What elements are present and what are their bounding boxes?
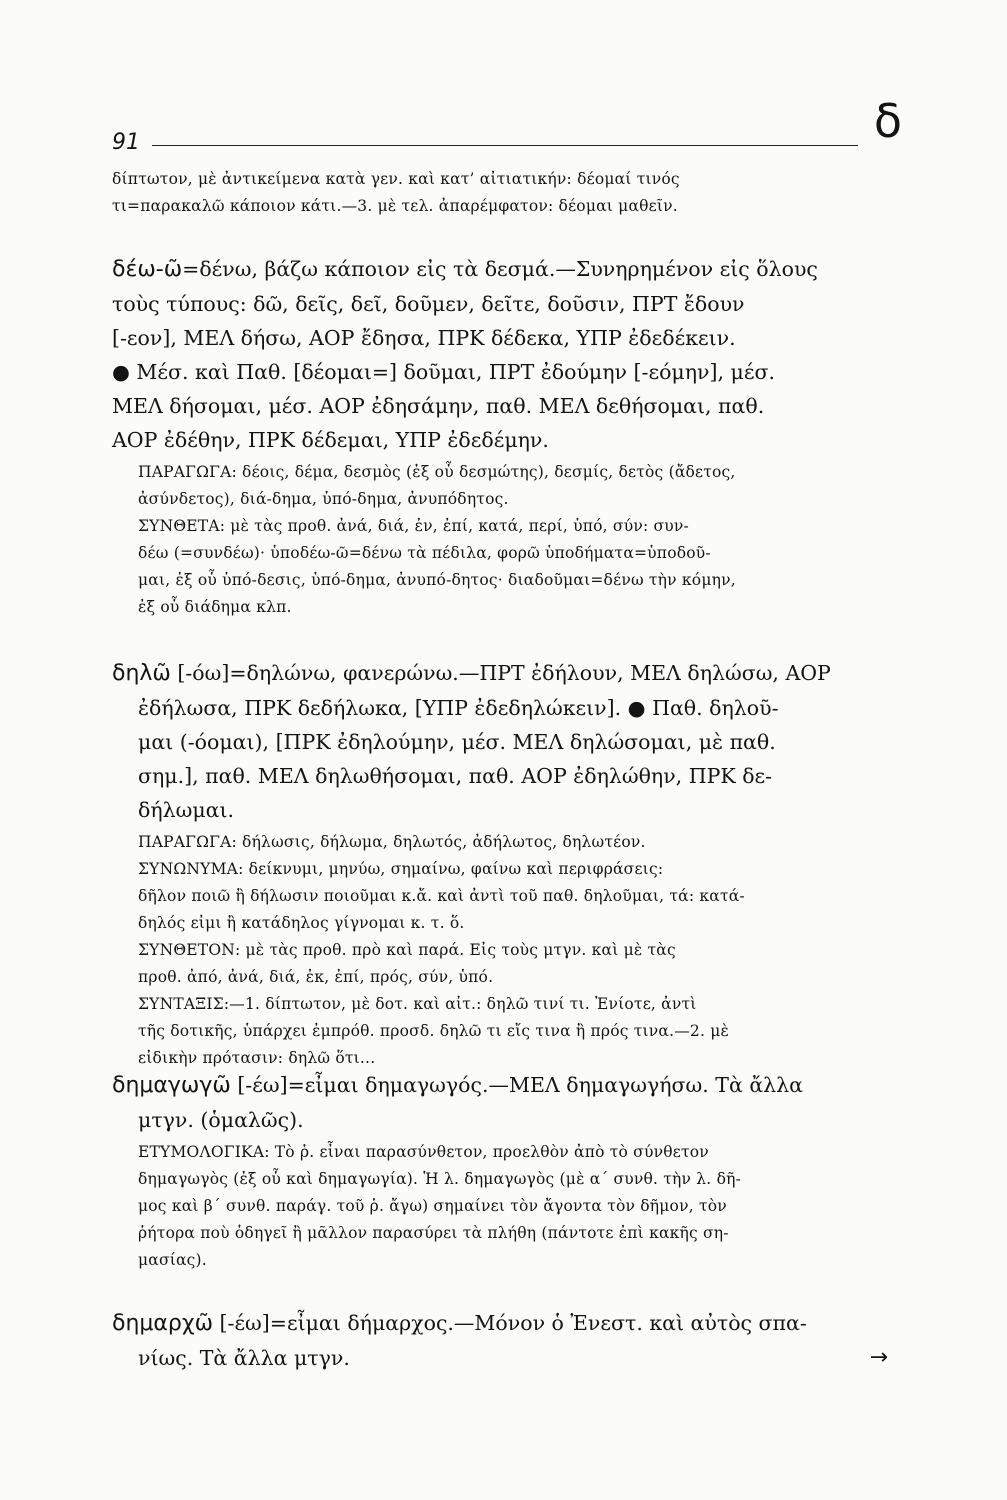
entry-text: μαι (-όομαι), [ΠΡΚ ἐδηλούμην, μέσ. ΜΕΛ δηλώσομαι, μὲ παθ. xyxy=(138,730,776,754)
header-rule xyxy=(152,145,858,146)
entry-headword: δημαγωγῶ xyxy=(112,1073,231,1098)
entry-subsection: εἰδικὴν πρότασιν: δηλῶ ὅτι... xyxy=(138,1049,376,1067)
dictionary-entry xyxy=(112,1068,898,1274)
entry-text: ● Μέσ. καὶ Παθ. [δέομαι=] δοῦμαι, ΠΡΤ ἐδούμην [-εόμην], μέσ. xyxy=(112,360,775,384)
entry-subsection: ἐξ οὗ διάδημα κλπ. xyxy=(138,598,292,616)
entry-text: [-εον], ΜΕΛ δήσω, ΑΟΡ ἔδησα, ΠΡΚ δέδεκα, ΥΠΡ ἐδεδέκειν. xyxy=(112,326,736,350)
entry-text: [-όω]=δηλώνω, φανερώνω.—ΠΡΤ ἐδήλουν, ΜΕΛ δηλώσω, ΑΟΡ xyxy=(170,661,831,685)
section-letter: δ xyxy=(873,94,902,148)
entry-text: μτγν. (ὁμαλῶς). xyxy=(138,1108,304,1132)
intro-continuation xyxy=(112,166,898,220)
entry-text: νίως. Τὰ ἄλλα μτγν. xyxy=(138,1346,350,1370)
entry-text: =δένω, βάζω κάποιον εἰς τὰ δεσμά.—Συνηρημένον εἰς ὅλους xyxy=(182,257,818,281)
entry-subsection: δημαγωγὸς (ἐξ οὗ καὶ δημαγωγία). Ἡ λ. δημαγωγὸς (μὲ α΄ συνθ. τὴν λ. δῆ- xyxy=(138,1170,742,1188)
entry-subsection: μαι, ἐξ οὗ ὑπό-δεσις, ὑπό-δημα, ἀνυπό-δητος· διαδοῦμαι=δένω τὴν κόμην, xyxy=(138,571,736,589)
entry-headword: δημαρχῶ xyxy=(112,1311,213,1336)
dictionary-entry xyxy=(112,1306,898,1375)
entry-subsection: ΣΥΝΘΕΤΟΝ: μὲ τὰς προθ. πρὸ καὶ παρά. Εἰς τοὺς μτγν. καὶ μὲ τὰς xyxy=(138,941,676,959)
entry-text: [-έω]=εἶμαι δημαγωγός.—ΜΕΛ δημαγωγήσω. Τὰ ἄλλα xyxy=(230,1073,803,1097)
entry-subsection: ΣΥΝΘΕΤΑ: μὲ τὰς προθ. ἀνά, διά, ἐν, ἐπί, κατά, περί, ὑπό, σύν: συν- xyxy=(138,517,689,535)
entry-subsection: μος καὶ β΄ συνθ. παράγ. τοῦ ῥ. ἄγω) σημαίνει τὸν ἄγοντα τὸν δῆμον, τὸν xyxy=(138,1197,727,1215)
entry-subsection: δῆλον ποιῶ ἢ δήλωσιν ποιοῦμαι κ.ἄ. καὶ ἀντὶ τοῦ παθ. δηλοῦμαι, τά: κατά- xyxy=(138,887,745,905)
entry-text: ΜΕΛ δήσομαι, μέσ. ΑΟΡ ἐδησάμην, παθ. ΜΕΛ δεθήσομαι, παθ. xyxy=(112,394,765,418)
entry-text: τοὺς τύπους: δῶ, δεῖς, δεῖ, δοῦμεν, δεῖτε, δοῦσιν, ΠΡΤ ἔδουν xyxy=(112,292,745,316)
entry-subsection: ΠΑΡΑΓΩΓΑ: δέοις, δέμα, δεσμὸς (ἐξ οὗ δεσμώτης), δεσμίς, δετὸς (ἄδετος, xyxy=(138,463,736,481)
continuation-arrow-icon: → xyxy=(869,1345,888,1370)
dictionary-entry xyxy=(112,252,898,621)
page-header xyxy=(112,94,902,155)
entry-subsection: δηλός εἰμι ἢ κατάδηλος γίγνομαι κ. τ. ὅ. xyxy=(138,914,465,932)
entry-subsection: δέω (=συνδέω)· ὑποδέω-ῶ=δένω τὰ πέδιλα, φορῶ ὑποδήματα=ὑποδοῦ- xyxy=(138,544,711,562)
entry-subsection: ΣΥΝΩΝΥΜΑ: δείκνυμι, μηνύω, σημαίνω, φαίνω καὶ περιφράσεις: xyxy=(138,860,664,878)
entry-subsection: ΕΤΥΜΟΛΟΓΙΚΑ: Τὸ ῥ. εἶναι παρασύνθετον, προελθὸν ἀπὸ τὸ σύνθετον xyxy=(138,1143,709,1161)
dictionary-entry xyxy=(112,656,898,1072)
entry-subsection: μασίας). xyxy=(138,1251,207,1269)
entry-subsection: τῆς δοτικῆς, ὑπάρχει ἐμπρόθ. προσδ. δηλῶ τι εἴς τινα ἢ πρός τινα.—2. μὲ xyxy=(138,1022,730,1040)
entry-text: σημ.], παθ. ΜΕΛ δηλωθήσομαι, παθ. ΑΟΡ ἐδηλώθην, ΠΡΚ δε- xyxy=(138,764,773,788)
text-line: τι=παρακαλῶ κάποιον κάτι.—3. μὲ τελ. ἀπαρέμφατον: δέομαι μαθεῖν. xyxy=(112,197,678,215)
entry-text: ἐδήλωσα, ΠΡΚ δεδήλωκα, [ΥΠΡ ἐδεδηλώκειν]. ● Παθ. δηλοῦ- xyxy=(138,696,779,720)
entry-subsection: ΠΑΡΑΓΩΓΑ: δήλωσις, δήλωμα, δηλωτός, ἀδήλωτος, δηλωτέον. xyxy=(138,833,646,851)
entry-subsection: ῥήτορα ποὺ ὁδηγεῖ ἢ μᾶλλον παρασύρει τὰ πλήθη (πάντοτε ἐπὶ κακῆς ση- xyxy=(138,1224,729,1242)
entry-text: [-έω]=εἶμαι δήμαρχος.—Μόνον ὁ Ἐνεστ. καὶ αὐτὸς σπα- xyxy=(213,1311,807,1335)
text-line: δίπτωτον, μὲ ἀντικείμενα κατὰ γεν. καὶ κατ’ αἰτιατικήν: δέομαί τινός xyxy=(112,170,680,188)
entry-subsection: προθ. ἀπό, ἀνά, διά, ἐκ, ἐπί, πρός, σύν, ὑπό. xyxy=(138,968,494,986)
entry-text: ΑΟΡ ἐδέθην, ΠΡΚ δέδεμαι, ΥΠΡ ἐδεδέμην. xyxy=(112,428,549,452)
entry-text: δήλωμαι. xyxy=(138,798,235,822)
page-number: 91 xyxy=(112,130,140,155)
entry-headword: δηλῶ xyxy=(112,661,171,686)
entry-subsection: ἀσύνδετος), διά-δημα, ὑπό-δημα, ἀνυπόδητος. xyxy=(138,490,509,508)
entry-headword: δέω-ῶ xyxy=(112,257,183,282)
entry-subsection: ΣΥΝΤΑΞΙΣ:—1. δίπτωτον, μὲ δοτ. καὶ αἰτ.: δηλῶ τινί τι. Ἐνίοτε, ἀντὶ xyxy=(138,995,697,1013)
